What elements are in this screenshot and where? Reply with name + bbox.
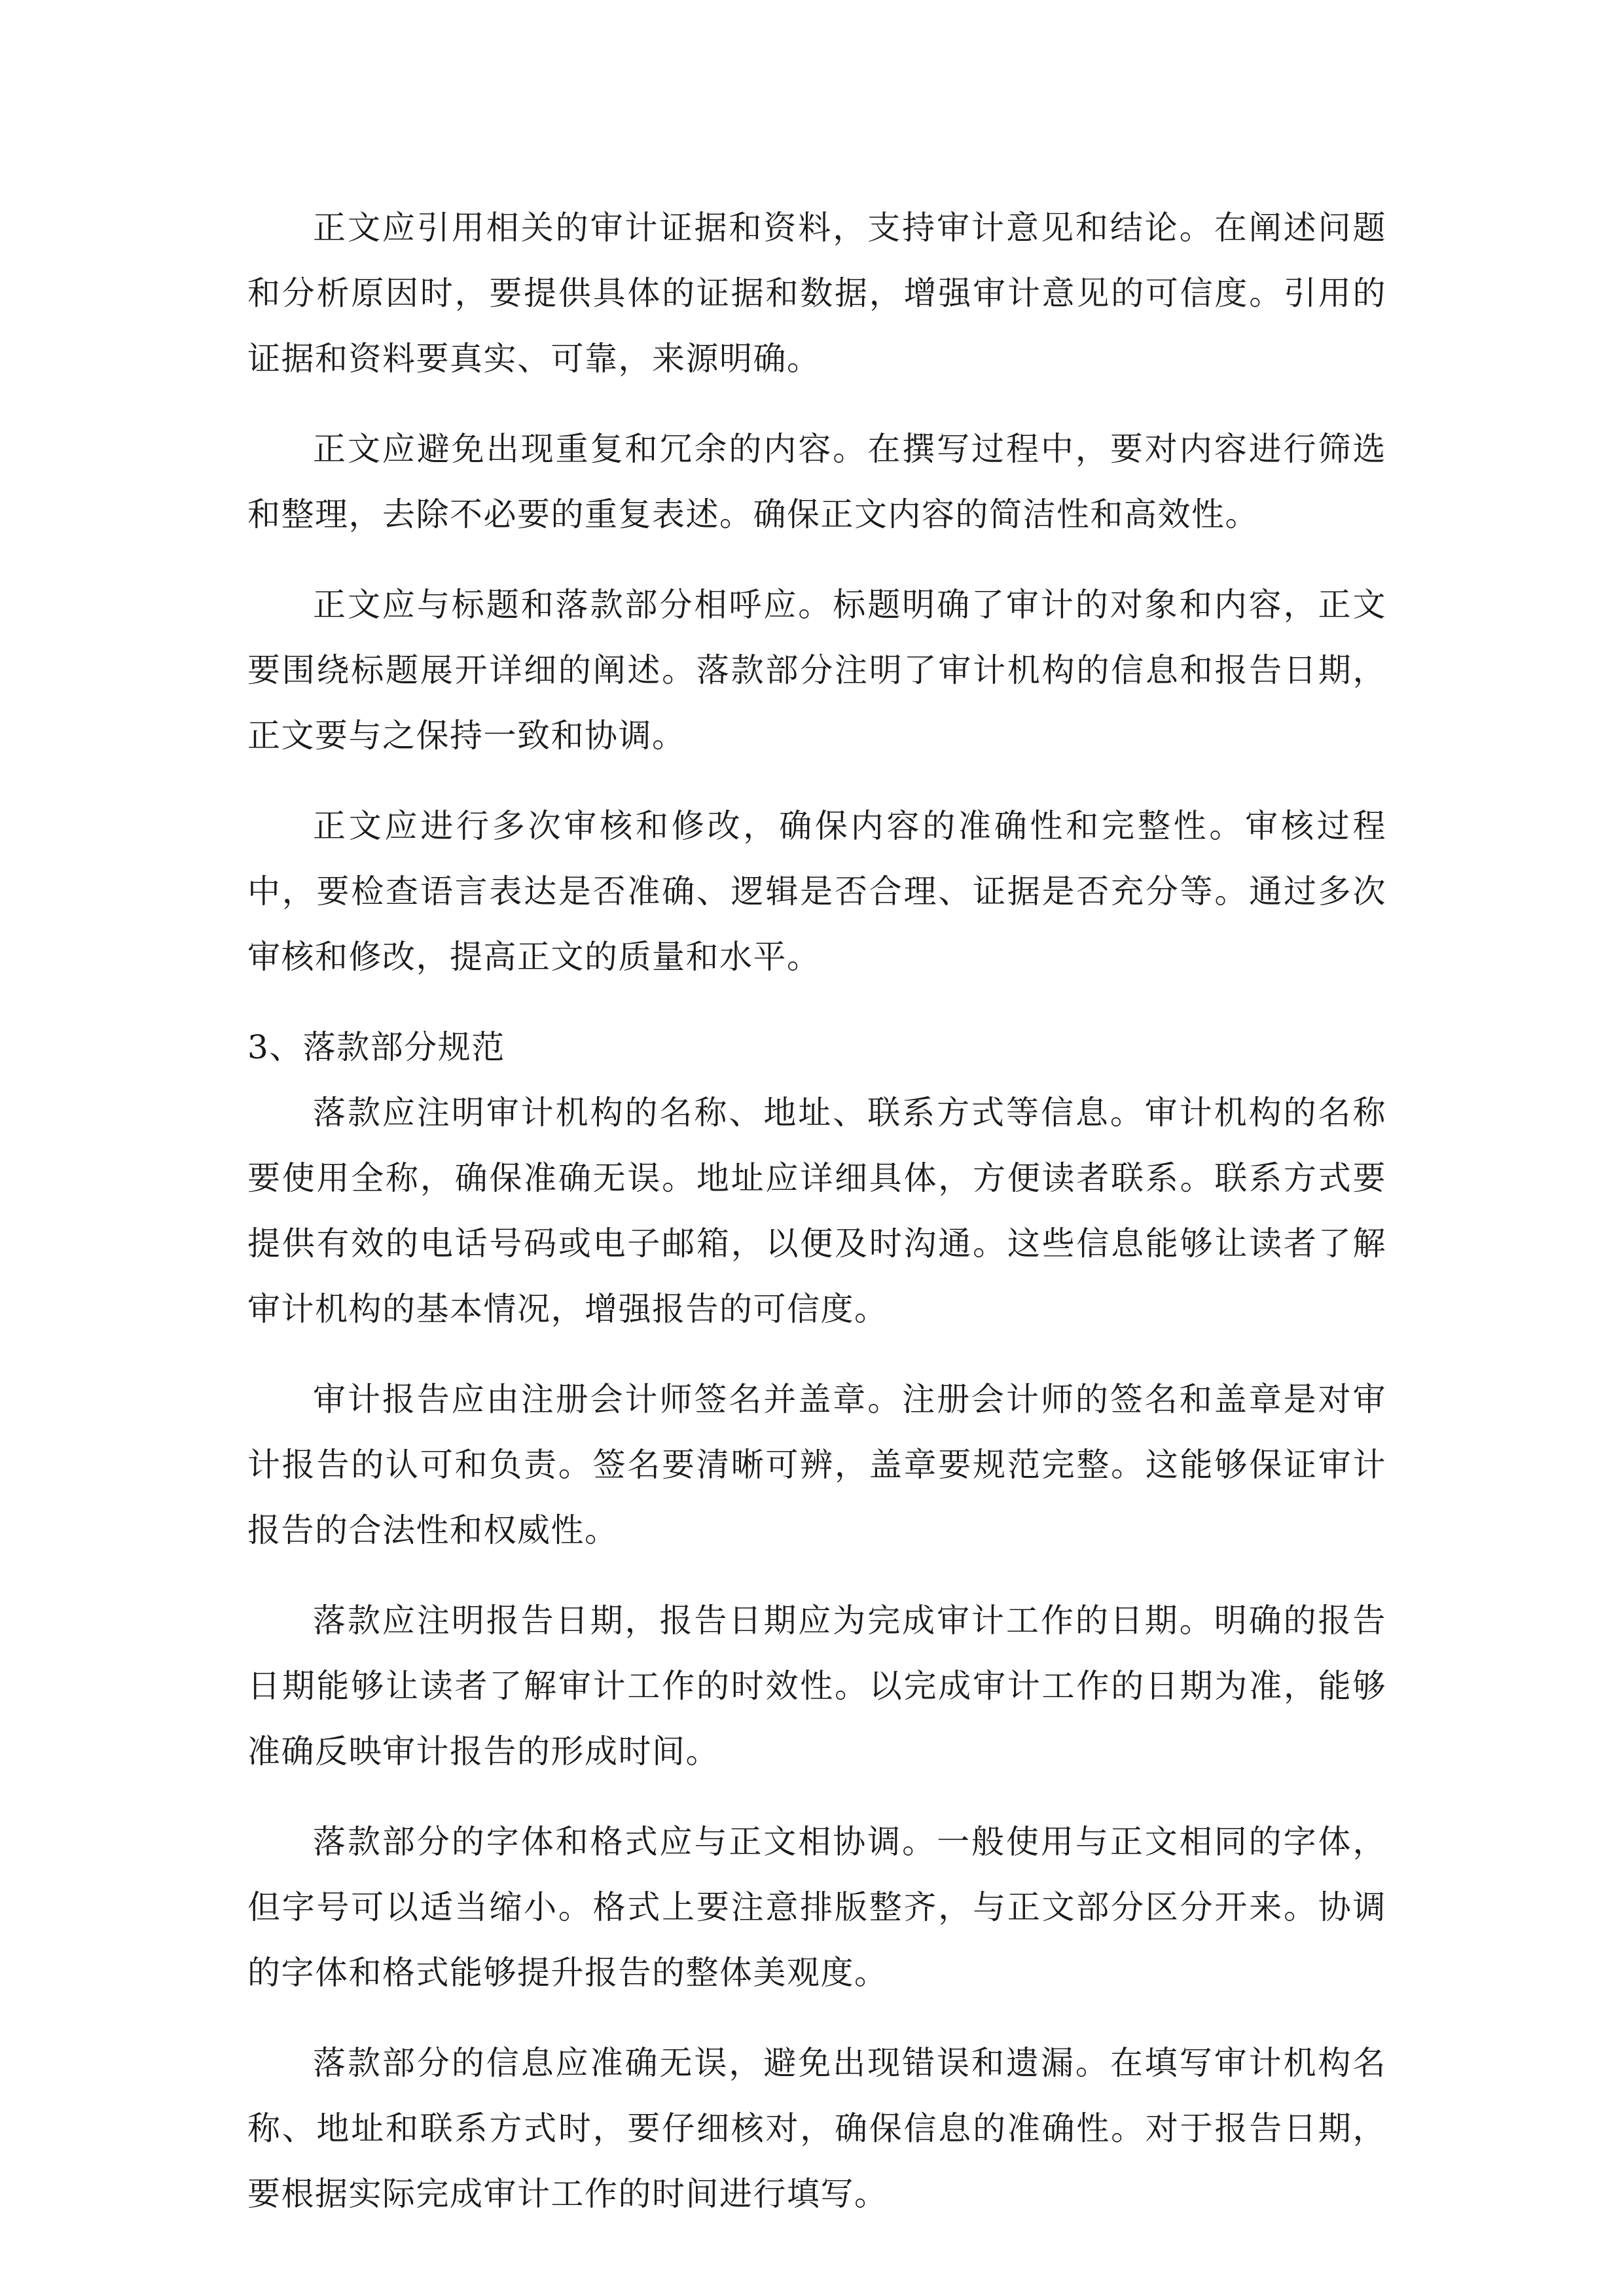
paragraph-body-2: 正文应避免出现重复和冗余的内容。在撰写过程中，要对内容进行筛选和整理，去除不必要的重复表述。确保正文内容的简洁性和高效性。 bbox=[247, 430, 1386, 533]
paragraph-signature-1: 落款应注明审计机构的名称、地址、联系方式等信息。审计机构的名称要使用全称，确保准确无误。地址应详细具体，方便读者联系。联系方式要提供有效的电话号码或电子邮箱，以便及时沟通。这些信息能够让读者了解审计机构的基本情况，增强报告的可信度。 bbox=[247, 1094, 1386, 1328]
paragraph-signature-3: 落款应注明报告日期，报告日期应为完成审计工作的日期。明确的报告日期能够让读者了解审计工作的时效性。以完成审计工作的日期为准，能够准确反映审计报告的形成时间。 bbox=[247, 1602, 1386, 1770]
section-heading: 3、落款部分规范 bbox=[247, 1028, 505, 1066]
paragraph-signature-2: 审计报告应由注册会计师签名并盖章。注册会计师的签名和盖章是对审计报告的认可和负责。签名要清晰可辨，盖章要规范完整。这能够保证审计报告的合法性和权威性。 bbox=[247, 1380, 1386, 1549]
paragraph-signature-5: 落款部分的信息应准确无误，避免出现错误和遗漏。在填写审计机构名称、地址和联系方式时，要仔细核对，确保信息的准确性。对于报告日期，要根据实际完成审计工作的时间进行填写。 bbox=[247, 2044, 1386, 2213]
paragraph-body-4: 正文应进行多次审核和修改，确保内容的准确性和完整性。审核过程中，要检查语言表达是否准确、逻辑是否合理、证据是否充分等。通过多次审核和修改，提高正文的质量和水平。 bbox=[247, 807, 1386, 976]
paragraph-signature-4: 落款部分的字体和格式应与正文相协调。一般使用与正文相同的字体，但字号可以适当缩小。格式上要注意排版整齐，与正文部分区分开来。协调的字体和格式能够提升报告的整体美观度。 bbox=[247, 1823, 1386, 1992]
paragraph-body-1: 正文应引用相关的审计证据和资料，支持审计意见和结论。在阐述问题和分析原因时，要提供具体的证据和数据，增强审计意见的可信度。引用的证据和资料要真实、可靠，来源明确。 bbox=[247, 209, 1386, 378]
paragraph-body-3: 正文应与标题和落款部分相呼应。标题明确了审计的对象和内容，正文要围绕标题展开详细的阐述。落款部分注明了审计机构的信息和报告日期，正文要与之保持一致和协调。 bbox=[247, 586, 1386, 755]
document-body bbox=[247, 195, 1386, 2227]
